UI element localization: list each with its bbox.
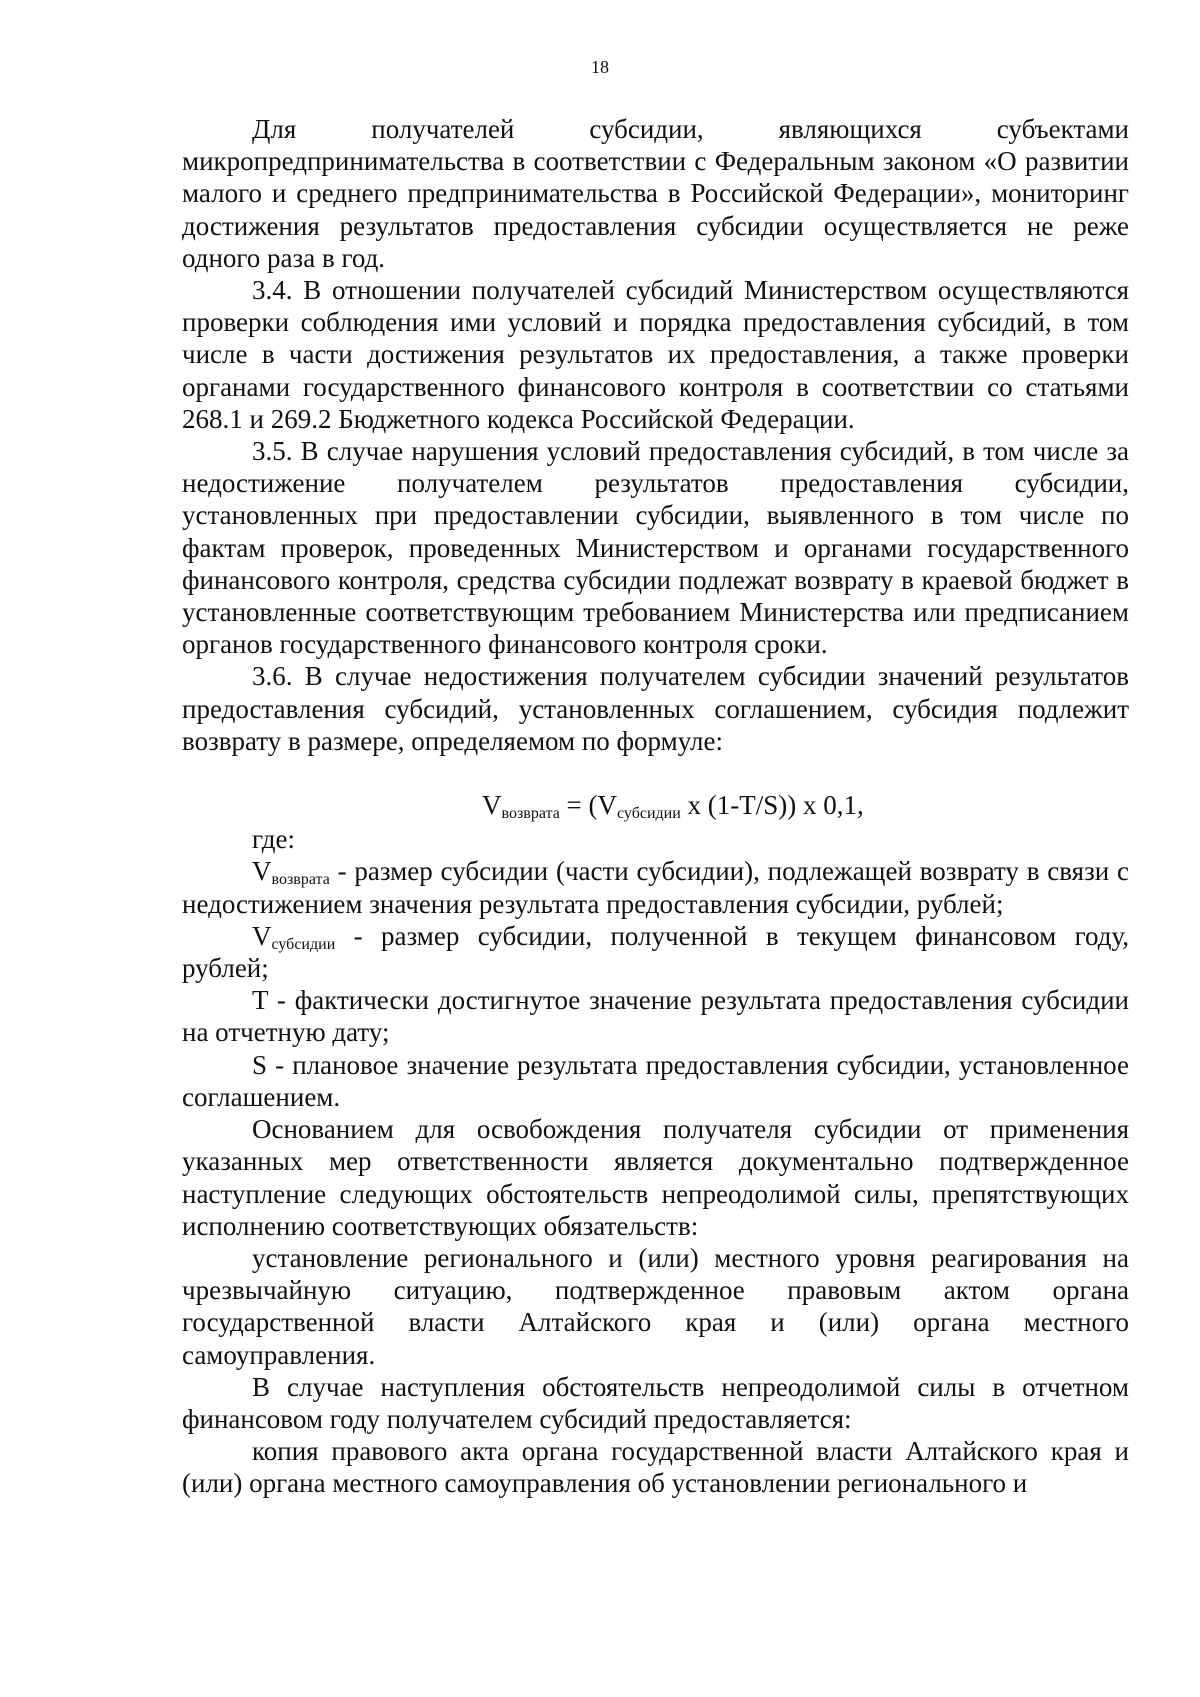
paragraph-3-6-refund-formula-intro: 3.6. В случае недостижения получателем субсидии значений результатов предоставления субсидий, установленных соглашением, субсидия подлежит возврату в размере, определяемом по формуле: (182, 661, 1129, 756)
formula-v-return-subscript: возврата (501, 805, 560, 823)
document-body (182, 113, 1129, 1500)
definition-text: - размер субсидии (части субсидии), подлежащей возврату в связи с недостижением значения результата предоставления субсидии, рублей; (182, 856, 1129, 919)
where-label: где: (252, 824, 295, 855)
definition-symbol: V (252, 856, 272, 887)
refund-formula (182, 789, 1129, 821)
definition-text: - плановое значение результата предоставления субсидии, установленное соглашением. (182, 1049, 1129, 1112)
paragraph-3-5-violations: 3.5. В случае нарушения условий предоставления субсидий, в том числе за недостижение получателем результатов предоставления субсидии, установленных при предоставлении субсидии, выявленного в том числе по фактам проверок, проведенных Министерством и органами государственного финансового контроля, средства субсидии подлежат возврату в краевой бюджет в установленные соответствующим требованием Министерства или предписанием органов государственного финансового контроля сроки. (182, 436, 1129, 660)
definition-symbol: T (252, 985, 269, 1016)
definition-t (182, 984, 1129, 1048)
paragraph-microbusiness-monitoring: Для получателей субсидии, являющихся субъектами микропредпринимательства в соответствии с Федеральным законом «О развитии малого и среднего предпринимательства в Российской Федерации», мониторинг достижения результатов предоставления субсидии осуществляется не реже одного раза в год. (182, 114, 1129, 273)
paragraph-force-majeure-basis: Основанием для освобождения получателя субсидии от применения указанных мер ответственности является документально подтвержденное наступление следующих обстоятельств непреодолимой силы, препятствующих исполнению соответствующих обязательств: (182, 1114, 1129, 1241)
definition-symbol: S (252, 1049, 268, 1080)
paragraph-force-majeure-documents: В случае наступления обстоятельств непреодолимой силы в отчетном финансовом году получателем субсидий предоставляется: (182, 1371, 1129, 1434)
definition-text: - размер субсидии, полученной в текущем финансовом году, рублей; (182, 920, 1129, 984)
paragraph-legal-act-copy: копия правового акта органа государственной власти Алтайского края и (или) органа местного самоуправления об установлении регионального и (182, 1436, 1129, 1499)
formula-v-subsidy-subscript: субсидии (617, 805, 681, 823)
definition-subscript: субсидии (271, 935, 336, 953)
formula-equals-open: = (V (559, 790, 618, 821)
definition-text: - фактически достигнутое значение результата предоставления субсидии на отчетную дату; (182, 985, 1129, 1048)
formula-v-symbol: V (482, 790, 502, 821)
paragraph-3-4-inspections: 3.4. В отношении получателей субсидий Министерством осуществляются проверки соблюдения ими условий и порядка предоставления субсидий, в том числе в части достижения результатов их предоставления, а также проверки органами государственного финансового контроля в соответствии со статьями 268.1 и 269.2 Бюджетного кодекса Российской Федерации. (182, 275, 1129, 434)
definition-s (182, 1049, 1129, 1113)
definition-subscript: возврата (271, 871, 330, 889)
formula-rest: x (1-T/S)) x 0,1, (680, 790, 864, 821)
page-number: 18 (591, 57, 609, 77)
definition-v-return (182, 855, 1129, 919)
definition-symbol: V (252, 920, 272, 951)
paragraph-emergency-level: установление регионального и (или) местного уровня реагирования на чрезвычайную ситуацию, подтвержденное правовым актом органа государственной власти Алтайского края и (или) органа местного самоуправления. (182, 1242, 1129, 1370)
definition-v-subsidy (182, 920, 1129, 984)
